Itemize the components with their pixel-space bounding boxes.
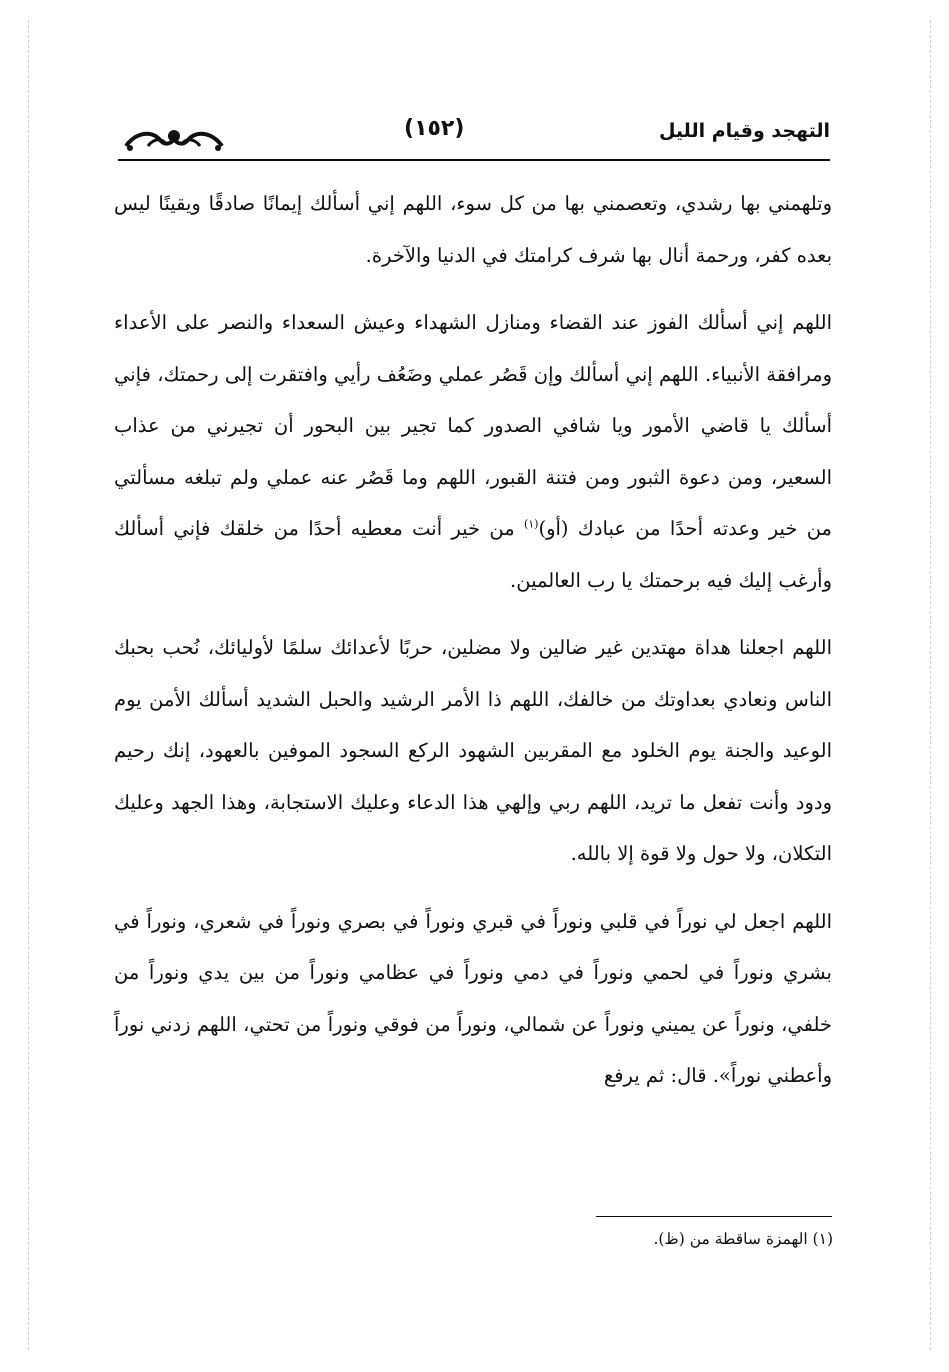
page-number: (١٥٢)	[404, 116, 465, 141]
paragraph-2-text-b: من خير أنت معطيه أحدًا من خلقك فإني أسألك وأرغب إليك فيه برحمتك يا رب العالمين.	[114, 517, 832, 592]
footnote-marker: (١)	[523, 517, 539, 531]
header-rule	[118, 159, 830, 161]
paragraph-4: اللهم اجعل لي نوراً في قلبي ونوراً في قبري ونوراً في بصري ونوراً في شعري، ونوراً في بشري ونوراً في لحمي ونوراً في دمي ونوراً في عظامي ونوراً من بين يدي ونوراً من خلفي، ونوراً عن يميني ونوراً عن شمالي، ونوراً من فوقي ونوراً من تحتي، اللهم زدني نوراً وأعطني نوراً». قال: ثم يرفع	[114, 909, 832, 1087]
scan-edge-left	[28, 20, 29, 1350]
footnote: (١) الهمزة ساقطة من (ظ).	[653, 1230, 833, 1248]
scan-edge-right	[930, 20, 931, 1350]
footnote-divider	[596, 1216, 832, 1217]
page-header	[118, 112, 830, 164]
paragraph-2-text-a: اللهم إني أسألك الفوز عند القضاء ومنازل الشهداء وعيش السعداء والنصر على الأعداء ومرافقة الأنبياء. اللهم إني أسألك وإن قَصُر عملي وضَعُف رأيي وافتقرت إلى رحمتك، فإني أسألك يا قاضي الأمور ويا شافي الصدور كما تجير بين البحور أن تجيرني من عذاب السعير، ومن دعوة الثبور ومن فتنة القبور، اللهم وما قَصُر عنه عملي ولم تبلغه مسألتي من خير وعدته أحدًا من عبادك (أو)	[114, 311, 832, 540]
paragraph-3: اللهم اجعلنا هداة مهتدين غير ضالين ولا مضلين، حربًا لأعدائك سلمًا لأوليائك، نُحب بحبك الناس ونعادي بعداوتك من خالفك، اللهم ذا الأمر الرشيد والحبل الشديد أسألك الأمن يوم الوعيد والجنة يوم الخلود مع المقربين الشهود الركع السجود الموفين بالعهود، إنك رحيم ودود وأنت تفعل ما تريد، اللهم ربي وإلهي هذا الدعاء وعليك الاستجابة، وهذا الجهد وعليك التكلان، ولا حول ولا قوة إلا بالله.	[114, 636, 832, 865]
running-title: التهجد وقيام الليل	[658, 120, 830, 142]
header-ornament-icon	[118, 112, 230, 158]
paragraph-1: وتلهمني بها رشدي، وتعصمني بها من كل سوء، اللهم إني أسألك إيمانًا صادقًا ويقينًا ليس بعده كفر، ورحمة أنال بها شرف كرامتك في الدنيا والآخرة.	[114, 192, 832, 267]
main-text	[114, 178, 832, 1118]
paragraph-2	[114, 297, 832, 606]
